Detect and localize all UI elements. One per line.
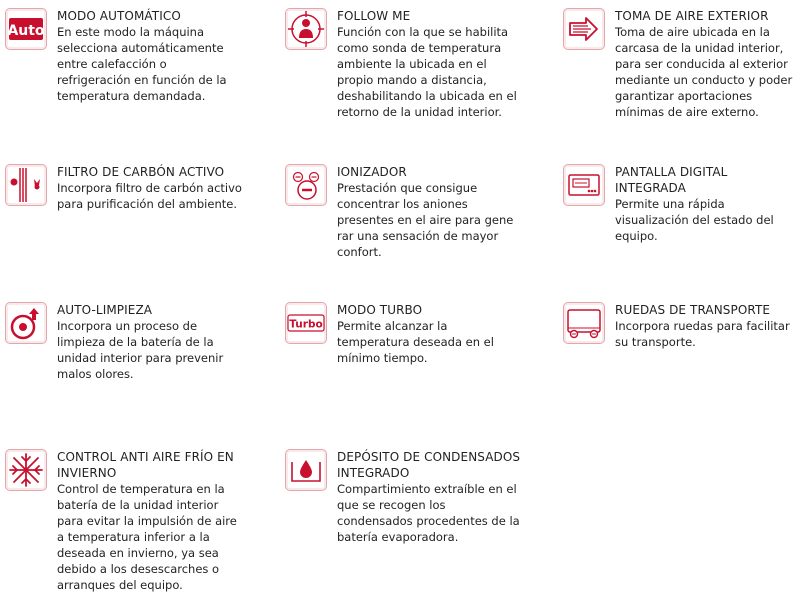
feature-description: Incorpora filtro de carbón activo para purificación del ambiente. — [57, 181, 242, 211]
digital-display-icon — [563, 164, 605, 206]
air-intake-icon — [563, 8, 605, 50]
feature-title: MODO TURBO — [337, 303, 423, 317]
feature-title: FOLLOW ME — [337, 9, 411, 23]
feature-title: IONIZADOR — [337, 165, 407, 179]
feature-title: FILTRO DE CARBÓN ACTIVO — [57, 165, 225, 179]
wheels-icon — [563, 302, 605, 344]
feature-description: Permite una rápida visualización del estado del equipo. — [615, 197, 774, 243]
feature-description: Incorpora un proceso de limpieza de la batería de la unidad interior para prevenir malos olores. — [57, 319, 224, 381]
auto-icon-label: Auto — [7, 23, 45, 39]
feature-description: Incorpora ruedas para facilitar su transporte. — [615, 319, 790, 349]
feature-description: Función con la que se habilita como sonda de temperatura ambiente la ubicada en el propio mando a distancia, deshabilitando la ubicada en el retorno de la unidad interior. — [337, 25, 517, 119]
feature-title: TOMA DE AIRE EXTERIOR — [615, 9, 769, 23]
feature-description: En este modo la máquina selecciona automáticamente entre calefacción o refrigeración en función de la temperatura demandada. — [57, 25, 227, 103]
feature-description: Compartimiento extraíble en el que se recogen los condensados procedentes de la batería evaporadora. — [337, 482, 520, 544]
turbo-icon-label: Turbo — [289, 318, 323, 331]
carbon-filter-icon — [5, 164, 47, 206]
feature-title: DEPÓSITO DE CONDENSADOS INTEGRADO — [337, 450, 521, 480]
feature-title: MODO AUTOMÁTICO — [57, 9, 181, 23]
turbo-icon — [285, 302, 327, 344]
feature-description: Toma de aire ubicada en la carcasa de la unidad interior, para ser conducida al exterior mediante un conducto y poder garantizar aportaciones mínimas de aire externo. — [615, 25, 793, 119]
feature-description: Permite alcanzar la temperatura deseada en el mínimo tiempo. — [337, 319, 494, 365]
feature-title: RUEDAS DE TRANSPORTE — [615, 303, 771, 317]
follow-me-icon — [285, 8, 327, 50]
feature-title: PANTALLA DIGITAL INTEGRADA — [615, 165, 728, 195]
feature-title: AUTO-LIMPIEZA — [57, 303, 153, 317]
water-tank-icon — [285, 449, 327, 491]
snowflake-icon — [5, 449, 47, 491]
self-cleaning-icon — [5, 302, 47, 344]
ionizer-icon — [285, 164, 327, 206]
feature-description: Prestación que consigue concentrar los aniones presentes en el aire para gene rar una sensación de mayor confort. — [337, 181, 514, 259]
auto-icon — [5, 8, 47, 50]
feature-description: Control de temperatura en la batería de la unidad interior para evitar la impulsión de aire a temperatura inferior a la deseada en invierno, ya sea debido a los desescarches o arranques del equipo. — [57, 482, 237, 592]
feature-title: CONTROL ANTI AIRE FRÍO EN INVIERNO — [57, 450, 234, 480]
